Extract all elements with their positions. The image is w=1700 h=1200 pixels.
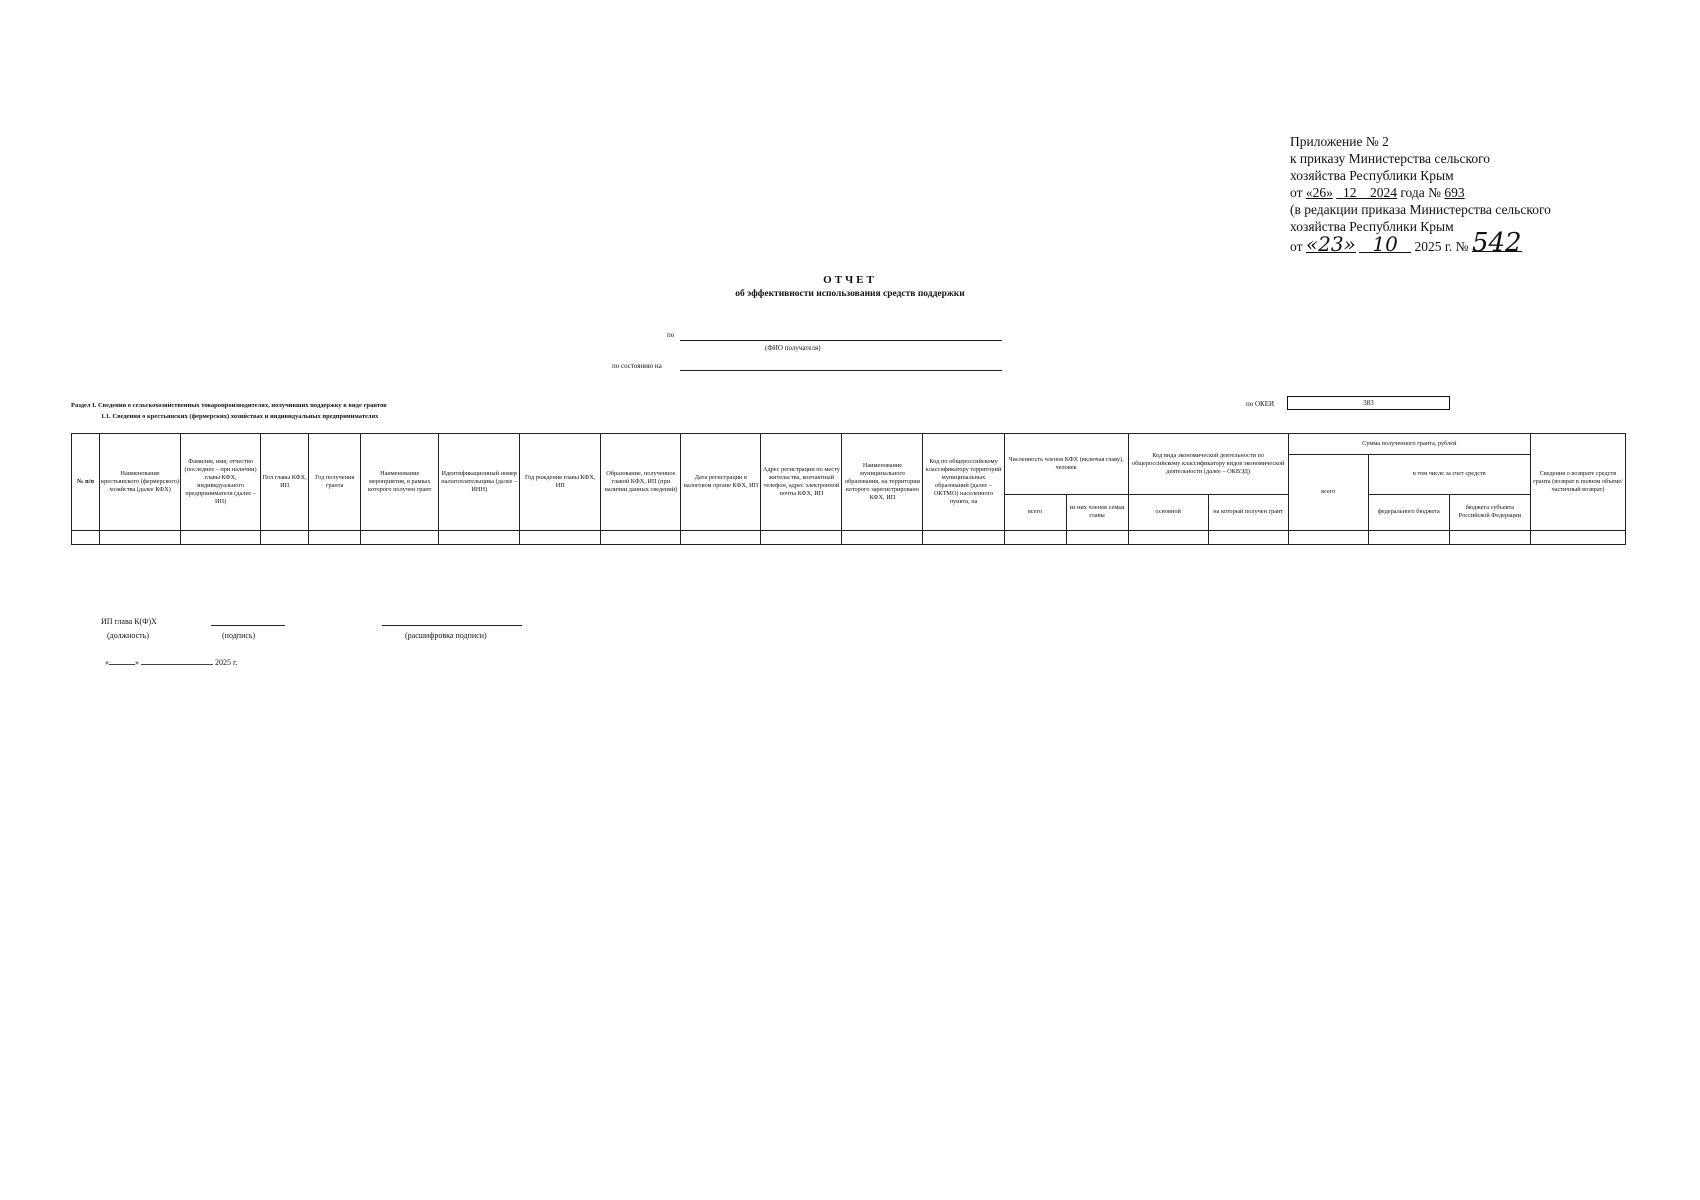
- col-education: Образование, полученное главой КФХ, ИП (при наличии данных сведений): [601, 434, 681, 531]
- col-address: Адрес регистрации по месту жительства, контактный телефон, адрес электронной почты КФХ, ИП: [761, 434, 842, 531]
- col-grant-year: Год получения гранта: [309, 434, 361, 531]
- appendix-line-2: к приказу Министерства сельского: [1290, 151, 1491, 166]
- col-sum-including: в том числе за счет средств: [1368, 454, 1530, 494]
- section-subtitle: 1.1. Сведения о крестьянских (фермерских) хозяйствах и индивидуальных предпринимателях: [101, 413, 379, 420]
- col-sum-federal: федерального бюджета: [1368, 494, 1449, 530]
- col-event: Наименование мероприятия, в рамках которого получен грант: [361, 434, 439, 531]
- handwritten-number: 542: [1471, 228, 1522, 258]
- decode-line[interactable]: [382, 625, 522, 626]
- col-members-total: всего: [1004, 494, 1066, 530]
- recipient-caption: (ФИО получателя): [765, 344, 821, 352]
- report-title: ОТЧЕТ: [823, 274, 877, 286]
- signature-date: « » 2025 г.: [105, 658, 238, 667]
- handwritten-day: «23»: [1305, 232, 1356, 256]
- position-caption: (должность): [107, 631, 149, 640]
- col-okved: Код вида экономической деятельности по общероссийскому классификатору видов экономической деятельности (далее – ОКВЭД): [1128, 434, 1288, 495]
- recipient-prefix: по: [667, 331, 675, 339]
- col-members-family: из них членов семьи главы: [1066, 494, 1128, 530]
- col-oktmo: Код по общероссийскому классификатору территорий муниципальных образований (далее – ОКТМО) населенного пункта, на: [923, 434, 1004, 531]
- position-label: ИП глава К(Ф)Х: [101, 617, 157, 626]
- col-members: Численность членов КФХ (включая главу), человек: [1004, 434, 1128, 495]
- appendix-line-4: от «26» 12 2024 года № 693: [1290, 185, 1465, 200]
- recipient-line[interactable]: [680, 340, 1002, 341]
- okei-label: по ОКЕИ: [1246, 400, 1275, 408]
- decode-caption: (расшифровка подписи): [405, 631, 487, 640]
- col-okved-grant: на который получен грант: [1208, 494, 1288, 530]
- col-inn: Идентификационный номер налогоплательщика (далее – ИНН): [439, 434, 520, 531]
- col-fio: Фамилия, имя, отчество (последнее – при наличии) главы КФХ, индивидуального предпринимателя (далее – ИП): [181, 434, 261, 531]
- appendix-line-7: от «23» 10 2025 г. № 542: [1290, 228, 1522, 258]
- date-prefix: по состоянию на: [612, 362, 662, 370]
- report-subtitle: об эффективности использования средств поддержки: [735, 289, 965, 299]
- appendix-line-6: хозяйства Республики Крым: [1290, 219, 1454, 234]
- col-birth-year: Год рождения главы КФХ, ИП: [520, 434, 601, 531]
- col-grant-sum: Сумма полученного гранта, рублей: [1288, 434, 1530, 455]
- signature-line[interactable]: [211, 625, 285, 626]
- appendix-line-1: Приложение № 2: [1290, 134, 1389, 149]
- appendix-line-3: хозяйства Республики Крым: [1290, 168, 1454, 183]
- col-municipality: Наименование муниципального образования, на территории которого зарегистрировано КФХ, ИП: [842, 434, 923, 531]
- col-okved-main: основной: [1128, 494, 1208, 530]
- date-line[interactable]: [680, 370, 1002, 371]
- col-sum-regional: бюджета субъекта Российской Федерации: [1449, 494, 1530, 530]
- handwritten-month: 10: [1359, 236, 1411, 253]
- col-reg-date: Дата регистрации в налоговом органе КФХ, ИП: [681, 434, 761, 531]
- table-row: [72, 531, 1626, 545]
- col-gender: Пол главы КФХ, ИП: [261, 434, 309, 531]
- section-title: Раздел I. Сведения о сельскохозяйственных товаропроизводителях, получивших поддержку в виде грантов: [71, 402, 387, 409]
- signature-caption: (подпись): [222, 631, 256, 640]
- report-table: [71, 433, 1626, 545]
- okei-value: 383: [1287, 396, 1450, 410]
- col-refund: Сведения о возврате средств гранта (возврат в полном объеме/частичный возврат): [1530, 434, 1625, 531]
- col-name: Наименование крестьянского (фермерского) хозяйства (далее КФХ): [100, 434, 181, 531]
- col-number: № п/п: [72, 434, 100, 531]
- appendix-line-5: (в редакции приказа Министерства сельского: [1290, 202, 1551, 217]
- appendix-block: [1290, 133, 1620, 258]
- col-sum-total: всего: [1288, 454, 1368, 530]
